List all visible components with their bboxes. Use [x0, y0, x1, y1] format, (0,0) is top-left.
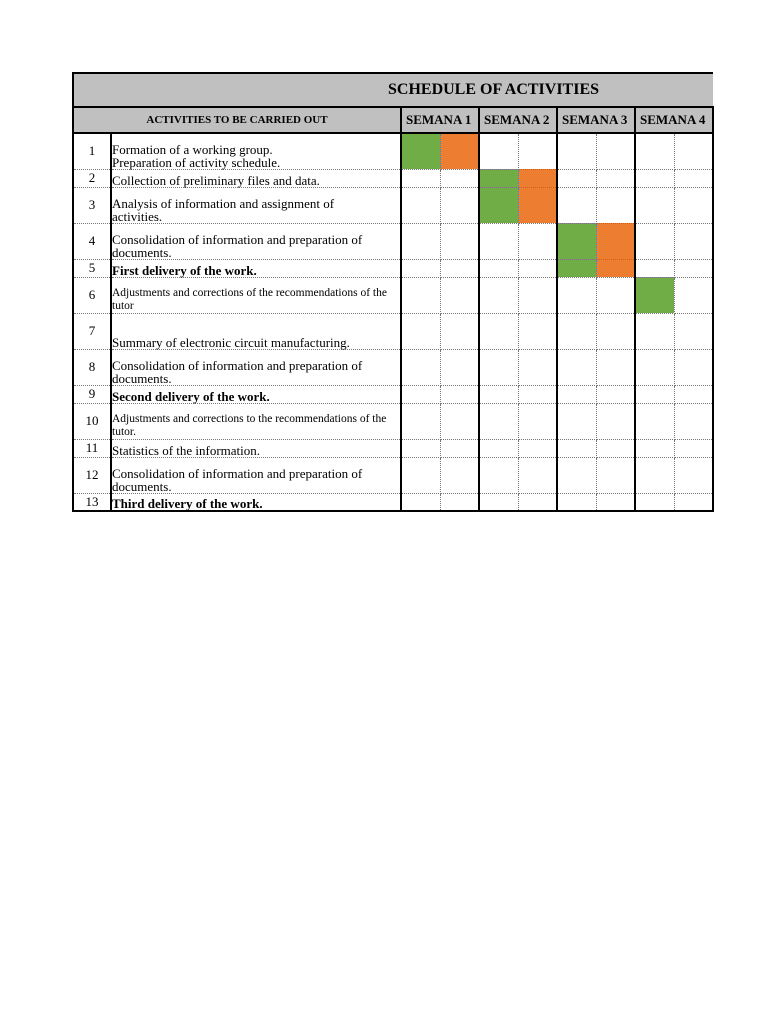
- gantt-cell: [596, 457, 635, 493]
- gantt-cell-orange: [518, 169, 557, 187]
- gantt-cell: [518, 385, 557, 403]
- activity-number: 5: [73, 259, 111, 277]
- gantt-cell: [518, 277, 557, 313]
- gantt-cell: [635, 403, 674, 439]
- gantt-cell: [518, 493, 557, 511]
- gantt-cell: [440, 457, 479, 493]
- activity-line: documents.: [112, 244, 172, 260]
- gantt-cell: [557, 493, 596, 511]
- gantt-cell: [401, 457, 440, 493]
- page-title: SCHEDULE OF ACTIVITIES: [73, 73, 713, 107]
- gantt-cell: [596, 187, 635, 223]
- activity-description: [111, 403, 401, 439]
- gantt-cell: [557, 133, 596, 169]
- gantt-cell: [635, 385, 674, 403]
- table-row: [73, 403, 713, 439]
- gantt-cell: [440, 169, 479, 187]
- gantt-cell: [479, 259, 518, 277]
- gantt-cell-orange: [596, 223, 635, 259]
- activity-description: [111, 223, 401, 259]
- table-row: [73, 457, 713, 493]
- gantt-cell: [479, 349, 518, 385]
- gantt-cell: [674, 277, 713, 313]
- gantt-cell: [518, 223, 557, 259]
- activity-line: Summary of electronic circuit manufacturing.: [112, 334, 350, 350]
- gantt-cell: [440, 313, 479, 349]
- gantt-cell: [440, 403, 479, 439]
- table-row: [73, 169, 713, 187]
- gantt-cell: [518, 133, 557, 169]
- gantt-cell: [635, 439, 674, 457]
- header-row: [73, 107, 713, 133]
- week-1-header: SEMANA 1: [401, 107, 479, 133]
- gantt-cell: [401, 349, 440, 385]
- gantt-cell: [674, 169, 713, 187]
- gantt-cell: [635, 187, 674, 223]
- week-4-header: SEMANA 4: [635, 107, 713, 133]
- gantt-cell: [440, 277, 479, 313]
- gantt-cell: [557, 403, 596, 439]
- gantt-cell: [674, 457, 713, 493]
- activity-line: tutor: [112, 299, 134, 312]
- gantt-cell-green: [479, 187, 518, 223]
- activity-description: [111, 493, 401, 511]
- week-2-header: SEMANA 2: [479, 107, 557, 133]
- gantt-cell: [479, 385, 518, 403]
- gantt-cell: [596, 277, 635, 313]
- gantt-cell: [635, 457, 674, 493]
- gantt-cell: [479, 439, 518, 457]
- gantt-cell: [596, 385, 635, 403]
- schedule-sheet: [72, 72, 706, 516]
- gantt-cell-green: [635, 277, 674, 313]
- activity-line: Third delivery of the work.: [112, 496, 263, 511]
- activity-line: Preparation of activity schedule.: [112, 154, 281, 170]
- activities-column-header: ACTIVITIES TO BE CARRIED OUT: [73, 107, 401, 133]
- activity-number: 4: [73, 223, 111, 259]
- gantt-cell: [674, 313, 713, 349]
- activity-line: tutor.: [112, 425, 136, 438]
- table-row: [73, 313, 713, 349]
- gantt-cell-orange: [596, 259, 635, 277]
- activity-rows: [73, 133, 713, 511]
- gantt-cell: [557, 277, 596, 313]
- activity-line: Formation of a working group.: [112, 141, 273, 157]
- table-row: [73, 385, 713, 403]
- activity-number: 7: [73, 313, 111, 349]
- gantt-cell: [557, 439, 596, 457]
- table-row: [73, 349, 713, 385]
- gantt-cell: [401, 439, 440, 457]
- gantt-cell: [479, 403, 518, 439]
- activity-description: [111, 457, 401, 493]
- gantt-cell: [479, 457, 518, 493]
- gantt-cell: [596, 133, 635, 169]
- gantt-cell: [635, 259, 674, 277]
- activity-line: Adjustments and corrections of the recommendations of the: [112, 286, 387, 299]
- activity-number: 2: [73, 169, 111, 187]
- gantt-cell: [440, 349, 479, 385]
- gantt-cell: [440, 223, 479, 259]
- activity-line: Statistics of the information.: [112, 442, 261, 458]
- activity-number: 11: [73, 439, 111, 457]
- gantt-cell: [596, 169, 635, 187]
- gantt-cell: [596, 439, 635, 457]
- activity-number: 6: [73, 277, 111, 313]
- gantt-cell: [440, 493, 479, 511]
- activity-number: 9: [73, 385, 111, 403]
- activity-line: First delivery of the work.: [112, 262, 257, 278]
- gantt-cell: [635, 313, 674, 349]
- gantt-cell: [401, 259, 440, 277]
- gantt-cell: [557, 349, 596, 385]
- gantt-cell-green: [557, 259, 596, 277]
- gantt-cell: [401, 313, 440, 349]
- gantt-cell: [440, 259, 479, 277]
- gantt-cell: [479, 493, 518, 511]
- gantt-cell: [557, 169, 596, 187]
- gantt-cell: [401, 493, 440, 511]
- activity-description: [111, 313, 401, 349]
- gantt-cell: [674, 223, 713, 259]
- gantt-cell: [596, 403, 635, 439]
- gantt-cell: [401, 223, 440, 259]
- gantt-cell: [479, 223, 518, 259]
- activity-description: [111, 169, 401, 187]
- gantt-cell: [674, 259, 713, 277]
- activity-number: 12: [73, 457, 111, 493]
- gantt-cell: [674, 403, 713, 439]
- table-row: [73, 223, 713, 259]
- table-row: [73, 439, 713, 457]
- gantt-cell: [674, 187, 713, 223]
- activity-line: Second delivery of the work.: [112, 388, 270, 404]
- gantt-cell: [479, 313, 518, 349]
- activity-line: Analysis of information and assignment of: [112, 195, 335, 211]
- gantt-cell: [635, 133, 674, 169]
- activity-description: [111, 439, 401, 457]
- activity-description: [111, 259, 401, 277]
- table-row: [73, 133, 713, 169]
- gantt-cell-green: [479, 169, 518, 187]
- gantt-cell-green: [401, 133, 440, 169]
- gantt-cell: [518, 349, 557, 385]
- activity-number: 3: [73, 187, 111, 223]
- activity-description: [111, 277, 401, 313]
- activity-description: [111, 187, 401, 223]
- gantt-cell: [674, 385, 713, 403]
- table-row: [73, 187, 713, 223]
- table-row: [73, 259, 713, 277]
- gantt-cell: [401, 169, 440, 187]
- activity-line: documents.: [112, 370, 172, 386]
- gantt-cell: [635, 493, 674, 511]
- activity-line: documents.: [112, 478, 172, 494]
- gantt-cell: [635, 169, 674, 187]
- title-row: [73, 73, 713, 107]
- gantt-cell: [518, 313, 557, 349]
- gantt-cell-orange: [518, 187, 557, 223]
- activity-line: Adjustments and corrections to the recommendations of the: [112, 412, 387, 425]
- schedule-table: [72, 72, 714, 512]
- gantt-cell: [440, 385, 479, 403]
- gantt-cell: [479, 133, 518, 169]
- gantt-cell: [674, 349, 713, 385]
- gantt-cell: [479, 277, 518, 313]
- gantt-cell: [596, 313, 635, 349]
- activity-description: [111, 349, 401, 385]
- activity-line: Consolidation of information and preparation of: [112, 465, 363, 481]
- gantt-cell: [557, 457, 596, 493]
- gantt-cell-orange: [440, 133, 479, 169]
- gantt-cell: [518, 259, 557, 277]
- gantt-cell: [401, 277, 440, 313]
- activity-line: Collection of preliminary files and data.: [112, 172, 320, 188]
- gantt-cell-green: [557, 223, 596, 259]
- gantt-cell: [401, 385, 440, 403]
- gantt-cell: [674, 133, 713, 169]
- activity-line: Consolidation of information and preparation of: [112, 231, 363, 247]
- activity-number: 1: [73, 133, 111, 169]
- table-row: [73, 493, 713, 511]
- gantt-cell: [635, 349, 674, 385]
- gantt-cell: [557, 385, 596, 403]
- gantt-cell: [518, 457, 557, 493]
- gantt-cell: [596, 493, 635, 511]
- gantt-cell: [635, 223, 674, 259]
- activity-description: [111, 133, 401, 169]
- gantt-cell: [440, 187, 479, 223]
- gantt-cell: [557, 187, 596, 223]
- gantt-cell: [440, 439, 479, 457]
- gantt-cell: [401, 403, 440, 439]
- gantt-cell: [674, 493, 713, 511]
- activity-line: Consolidation of information and preparation of: [112, 357, 363, 373]
- gantt-cell: [557, 313, 596, 349]
- gantt-cell: [596, 349, 635, 385]
- activity-line: activities.: [112, 208, 163, 224]
- activity-description: [111, 385, 401, 403]
- gantt-cell: [518, 403, 557, 439]
- week-3-header: SEMANA 3: [557, 107, 635, 133]
- gantt-cell: [674, 439, 713, 457]
- table-row: [73, 277, 713, 313]
- activity-number: 13: [73, 493, 111, 511]
- activity-number: 8: [73, 349, 111, 385]
- activity-number: 10: [73, 403, 111, 439]
- gantt-cell: [401, 187, 440, 223]
- gantt-cell: [518, 439, 557, 457]
